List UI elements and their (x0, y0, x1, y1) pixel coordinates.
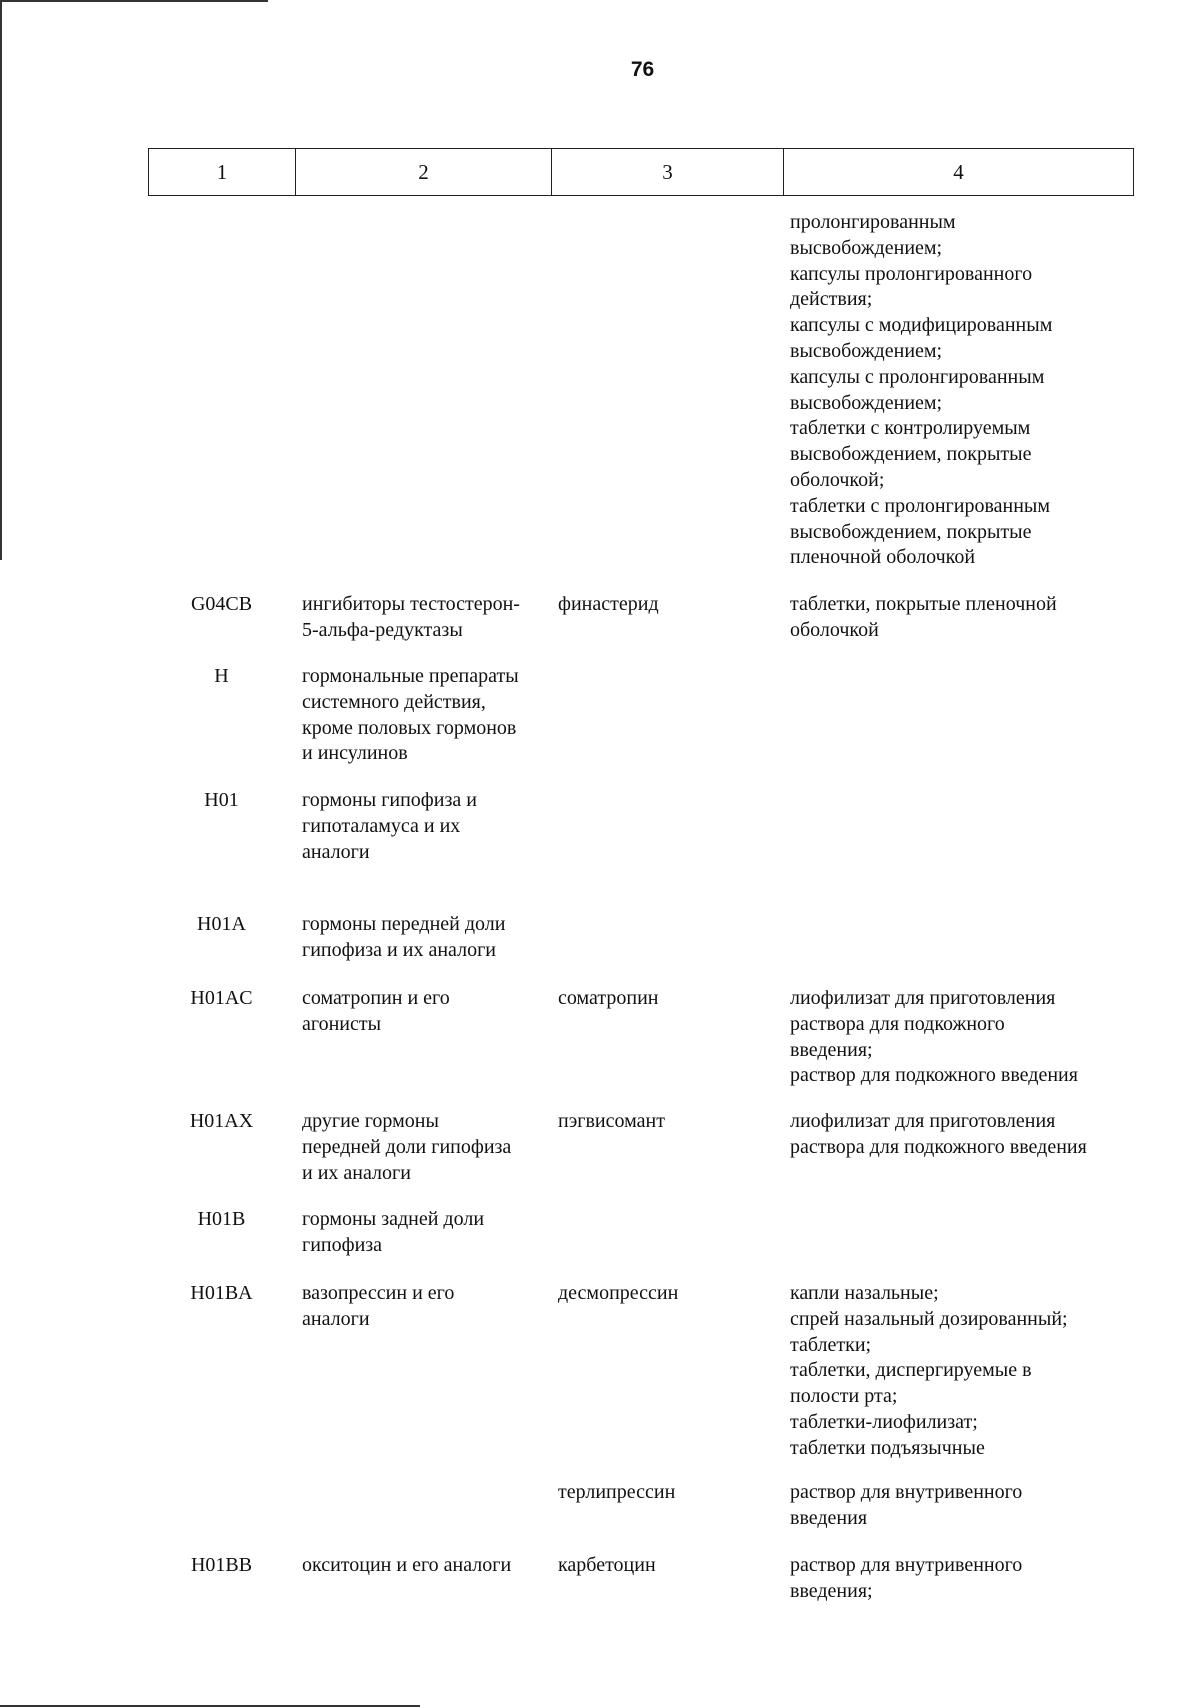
top-edge-line (0, 0, 268, 2)
dosage-forms: лиофилизат для приготовления раствора для подкожного введения (790, 1110, 1087, 1158)
dosage-forms: пролонгированным высвобождением; капсулы пролонгированного действия; капсулы с модифицированным высвобождением; капсулы с пролонгированным высвобождением; таблетки с контролируемым высвобождением, покрытые оболочкой; таблетки с пролонгированным высвобождением, покрытые пленочной оболочкой (790, 211, 1053, 569)
drug-name: соматропин (558, 987, 659, 1009)
group-name: гормоны задней доли гипофиза (302, 1208, 485, 1256)
drug-name: финастерид (558, 593, 659, 615)
left-edge-line (0, 0, 2, 560)
group-name: другие гормоны передней доли гипофиза и их аналоги (302, 1110, 512, 1184)
header-col-1: 1 (149, 149, 296, 195)
group-name: гормоны передней доли гипофиза и их аналоги (302, 913, 506, 961)
atc-code: H01BB (190, 1554, 253, 1576)
atc-code: H01AX (189, 1110, 254, 1132)
table-header (148, 148, 1134, 196)
atc-code: H01AC (190, 987, 253, 1009)
group-name: гормональные препараты системного действия, кроме половых гормонов и инсулинов (302, 665, 519, 765)
atc-code: G04CB (190, 593, 253, 615)
page-number: 76 (630, 58, 655, 81)
header-col-3: 3 (552, 149, 784, 195)
drug-name: пэгвисомант (558, 1110, 665, 1132)
dosage-forms: лиофилизат для приготовления раствора для подкожного введения; раствор для подкожного введения (790, 987, 1078, 1087)
atc-code: H01 (204, 789, 239, 811)
drug-name: десмопрессин (558, 1282, 679, 1304)
group-name: соматропин и его агонисты (302, 987, 450, 1035)
group-name: окситоцин и его аналоги (302, 1554, 512, 1576)
header-col-2: 2 (296, 149, 552, 195)
dosage-forms: таблетки, покрытые пленочной оболочкой (790, 593, 1057, 641)
bottom-edge-line (0, 1705, 420, 1707)
group-name: гормоны гипофиза и гипоталамуса и их аналоги (302, 789, 477, 863)
drug-name: карбетоцин (558, 1554, 656, 1576)
header-col-4: 4 (953, 159, 964, 184)
atc-code: H01B (197, 1208, 246, 1230)
group-name: ингибиторы тестостерон- 5-альфа-редуктазы (302, 593, 520, 641)
drug-name: терлипрессин (558, 1481, 676, 1503)
atc-code: H01BA (190, 1282, 253, 1304)
dosage-forms: раствор для внутривенного введения; (790, 1554, 1023, 1602)
atc-code: H01A (197, 913, 246, 935)
group-name: вазопрессин и его аналоги (302, 1282, 455, 1330)
dosage-forms: раствор для внутривенного введения (790, 1481, 1023, 1529)
atc-code: H (214, 665, 229, 687)
dosage-forms: капли назальные; спрей назальный дозированный; таблетки; таблетки, диспергируемые в полости рта; таблетки-лиофилизат; таблетки подъязычные (790, 1282, 1068, 1459)
